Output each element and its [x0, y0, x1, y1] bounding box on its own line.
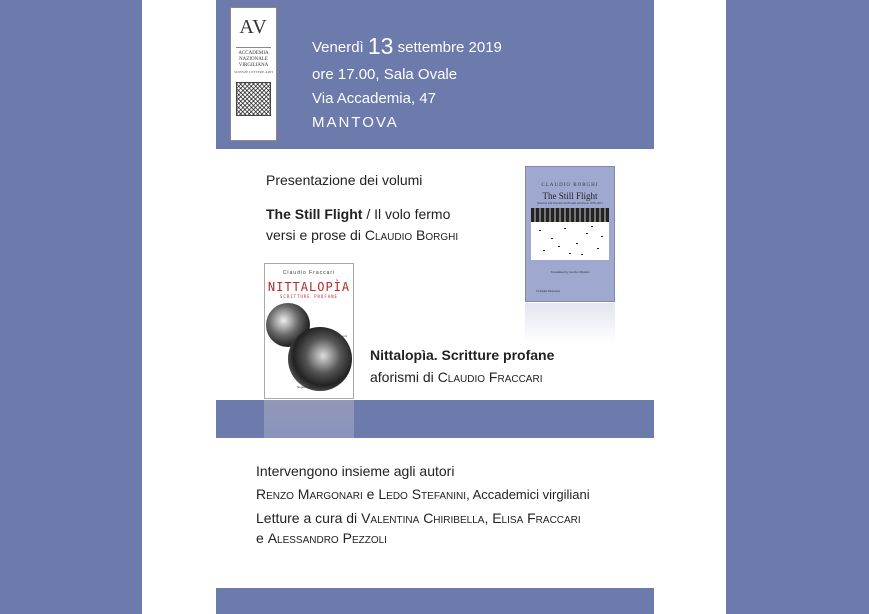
- speaker-2: Ledo Stefanini: [378, 486, 467, 502]
- speakers-and: e: [362, 486, 379, 502]
- book2-title-text: Nittalopìa. Scritture profane: [370, 347, 555, 363]
- event-date: [312, 33, 502, 60]
- readings-line-2: [256, 530, 387, 546]
- book1-cover-note: Translated by Gordon Bustan: [550, 270, 590, 274]
- presentation-intro: Presentazione dei volumi: [266, 172, 423, 188]
- book2-cover-author: Claudio Fraccari: [282, 270, 336, 276]
- speakers-role: , Accademici virgiliani: [466, 487, 590, 502]
- logo-subline: SCIENZE LETTERE ARTI: [233, 70, 274, 74]
- event-city: MANTOVA: [312, 114, 399, 131]
- book2-cover: [264, 263, 354, 399]
- reader-3: Alessandro Pezzoli: [267, 530, 387, 546]
- book1-title-suffix: / Il volo fermo: [362, 206, 451, 222]
- event-month-year: settembre 2019: [397, 39, 502, 56]
- book2-cover-publisher: Negretto Editore: [297, 385, 319, 389]
- book1-author: Claudio Borghi: [364, 227, 459, 243]
- logo-line-1: ACCADEMIA: [238, 51, 269, 56]
- book1-title: The Still Flight: [266, 206, 363, 222]
- book2-desc-line: [370, 369, 542, 385]
- readings-prefix: Letture a cura di: [256, 510, 362, 526]
- readers-sep: ,: [484, 510, 493, 526]
- readers-and: e: [256, 530, 268, 546]
- speaker-1: Renzo Margonari: [256, 486, 363, 502]
- event-day: 13: [367, 33, 394, 59]
- book1-cover-reflection: [525, 303, 615, 343]
- logo-monogram: AV: [239, 16, 268, 38]
- speakers-intro: Intervengono insieme agli autori: [256, 463, 455, 479]
- book2-cover-reflection: [264, 400, 354, 438]
- book1-cover-title: The Still Flight: [542, 191, 598, 201]
- book2-title: [370, 347, 554, 363]
- logo-line-3: VIRGILIANA: [238, 63, 269, 68]
- book1-title-line: [266, 206, 450, 222]
- book2-cover-title: NITTALOPÌA: [267, 280, 351, 294]
- event-time-place: ore 17.00, Sala Ovale: [312, 66, 458, 83]
- book1-cover-publisher: Il Cartiglio Mantovano: [536, 290, 561, 293]
- book2-desc: aforismi di: [370, 369, 438, 385]
- logo-line-2: NAZIONALE: [239, 57, 268, 62]
- academy-seal-icon: [236, 82, 271, 116]
- book2-cover-subtitle: SCRITTURE PROFANE: [280, 294, 338, 299]
- event-weekday: Venerdì: [312, 39, 364, 56]
- reader-2: Elisa Fraccari: [492, 510, 581, 526]
- reader-1: Valentina Chiribella: [361, 510, 485, 526]
- speakers-line: [256, 486, 590, 502]
- book1-desc: versi e prose di: [266, 227, 365, 243]
- book2-author: Claudio Fraccari: [437, 369, 543, 385]
- footer-band: [216, 588, 654, 614]
- book1-cover-subtitle: Selected and Uncollected Poems and Prose 1978–2017: [537, 201, 603, 205]
- book2-cover-label: aforismi: [336, 334, 347, 338]
- book1-desc-line: [266, 227, 458, 243]
- academy-logo: [230, 7, 277, 141]
- readings-line: [256, 510, 581, 526]
- event-address: Via Accademia, 47: [312, 90, 436, 107]
- book1-cover: [525, 166, 615, 302]
- birds-photo-icon: [531, 208, 609, 260]
- book1-cover-author: CLAUDIO BORGHI: [541, 183, 599, 188]
- logo-divider: [236, 47, 271, 48]
